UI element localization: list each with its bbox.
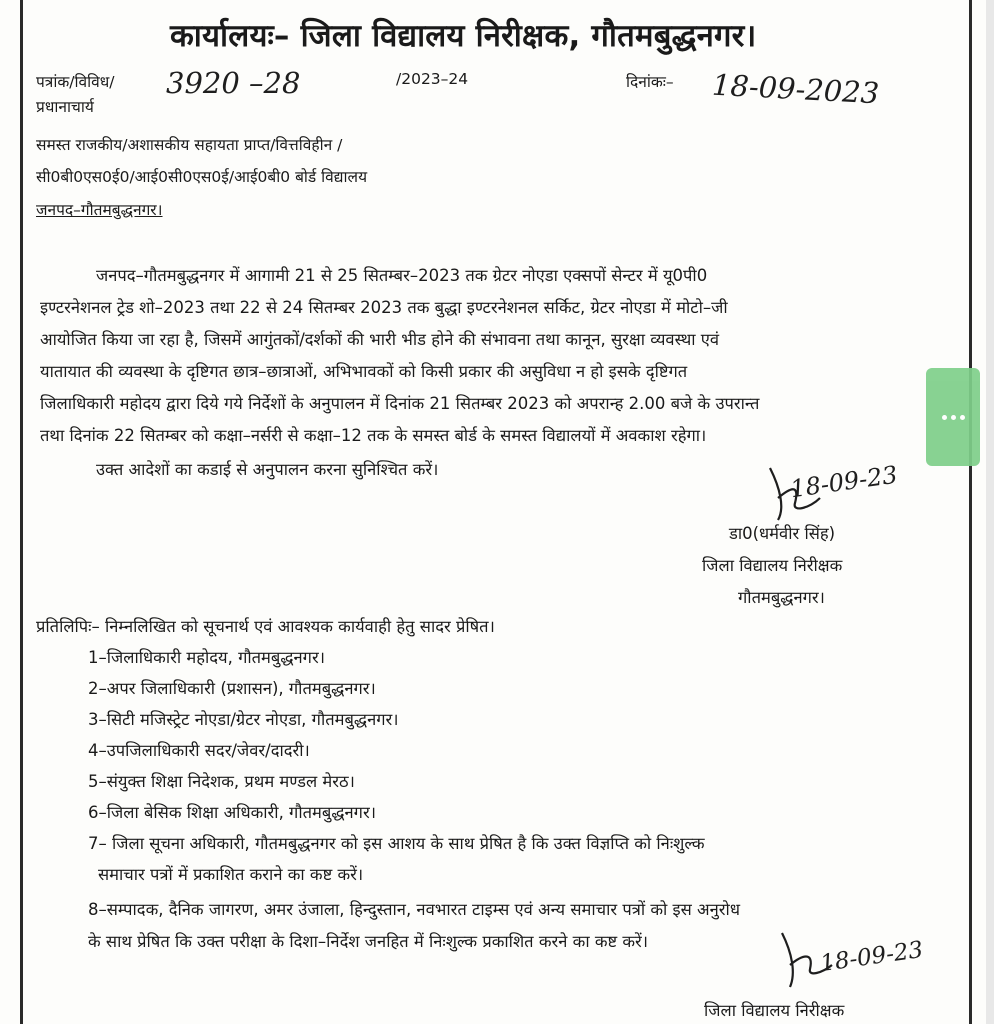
date-label: दिनांकः– — [626, 73, 674, 91]
copy-item-3: 3–सिटी मजिस्ट्रेट नोएडा/ग्रेटर नोएडा, गौतमबुद्धनगर। — [88, 710, 399, 729]
scan-edge — [986, 0, 994, 1024]
copy-item-8-line-1: 8–सम्पादक, दैनिक जागरण, अमर उंजाला, हिन्दुस्तान, नवभारत टाइम्स एवं अन्य समाचार पत्रों को इस अनुरोध — [88, 900, 740, 919]
addressee-line-4: जनपद–गौतमबुद्धनगर। — [36, 201, 163, 219]
copy-item-4: 4–उपजिलाधिकारी सदर/जेवर/दादरी। — [88, 741, 310, 760]
ref-label: पत्रांक/विविध/ — [36, 73, 115, 91]
date-handwritten: 18-09-2023 — [711, 67, 880, 111]
signature-date-2: 18-09-23 — [818, 936, 925, 978]
body-line-1: जनपद–गौतमबुद्धनगर में आगामी 21 से 25 सितम्बर–2023 तक ग्रेटर नोएडा एक्सपों सेन्टर में यू0पी0 — [96, 266, 708, 285]
copy-item-6: 6–जिला बेसिक शिक्षा अधिकारी, गौतमबुद्धनगर। — [88, 803, 376, 822]
body-line-3: आयोजित किया जा रहा है, जिसमें आगुंतकों/दर्शकों की भारी भीड होने की संभावना तथा कानून, सुरक्षा व्यवस्था एवं — [40, 330, 720, 349]
more-dots-icon — [942, 415, 965, 420]
copy-item-2: 2–अपर जिलाधिकारी (प्रशासन), गौतमबुद्धनगर। — [88, 679, 376, 698]
copy-item-5: 5–संयुक्त शिक्षा निदेशक, प्रथम मण्डल मेरठ। — [88, 772, 355, 791]
body-closing: उक्त आदेशों का कडाई से अनुपालन करना सुनिश्चित करें। — [96, 460, 439, 479]
office-title: कार्यालयः– जिला विद्यालय निरीक्षक, गौतमबुद्धनगर। — [170, 18, 757, 54]
scan-border-right — [969, 0, 972, 1024]
body-line-2: इण्टरनेशनल ट्रेड शो–2023 तथा 22 से 24 सितम्बर 2023 तक बुद्धा इण्टरनेशनल सर्किट, ग्रेटर नोएडा में मोटो–जी — [40, 298, 728, 317]
signature-date-1: 18-09-23 — [788, 460, 900, 504]
copy-item-8-line-2: के साथ प्रेषित कि उक्त परीक्षा के दिशा–निर्देश जनहित में निःशुल्क प्रकाशित करने का कष्ट करें। — [88, 932, 649, 951]
copy-item-7-line-2: समाचार पत्रों में प्रकाशित कराने का कष्ट करें। — [98, 865, 364, 884]
scan-border-left — [20, 0, 23, 1024]
addressee-line-3: सी0बी0एस0ई0/आई0सी0एस0ई/आई0बी0 बोर्ड विद्यालय — [36, 168, 368, 186]
addressee-line-2: समस्त राजकीय/अशासकीय सहायता प्राप्त/वित्तविहीन / — [36, 136, 343, 154]
copy-item-1: 1–जिलाधिकारी महोदय, गौतमबुद्धनगर। — [88, 648, 325, 667]
closing-designation: जिला विद्यालय निरीक्षक — [704, 1001, 845, 1020]
copy-item-7-line-1: 7– जिला सूचना अधिकारी, गौतमबुद्धनगर को इस आशय के साथ प्रेषित है कि उक्त विज्ञप्ति को निःशुल्क — [88, 834, 705, 853]
more-options-button[interactable] — [926, 368, 980, 466]
body-line-4: यातायात की व्यवस्था के दृष्टिगत छात्र–छात्राओं, अभिभावकों को किसी प्रकार की असुविधा न हो इसके दृष्टिगत — [40, 362, 688, 381]
ref-year: /2023–24 — [396, 70, 469, 88]
copy-heading: प्रतिलिपिः– निम्नलिखित को सूचनार्थ एवं आवश्यक कार्यवाही हेतु सादर प्रेषित। — [36, 617, 495, 636]
addressee-line-1: प्रधानाचार्य — [36, 98, 94, 116]
ref-number-handwritten: 3920 –28 — [166, 66, 301, 100]
body-line-5: जिलाधिकारी महोदय द्वारा दिये गये निर्देशों के अनुपालन में दिनांक 21 सितम्बर 2023 को अपरान्ह 2.00 बजे के उपरान्त — [40, 394, 760, 413]
signatory-place: गौतमबुद्धनगर। — [738, 588, 825, 607]
signatory-designation: जिला विद्यालय निरीक्षक — [702, 556, 843, 575]
signatory-name: डा0(धर्मवीर सिंह) — [729, 524, 836, 543]
body-line-6: तथा दिनांक 22 सितम्बर को कक्षा–नर्सरी से कक्षा–12 तक के समस्त बोर्ड के समस्त विद्यालयों में अवकाश रहेगा। — [40, 426, 707, 445]
